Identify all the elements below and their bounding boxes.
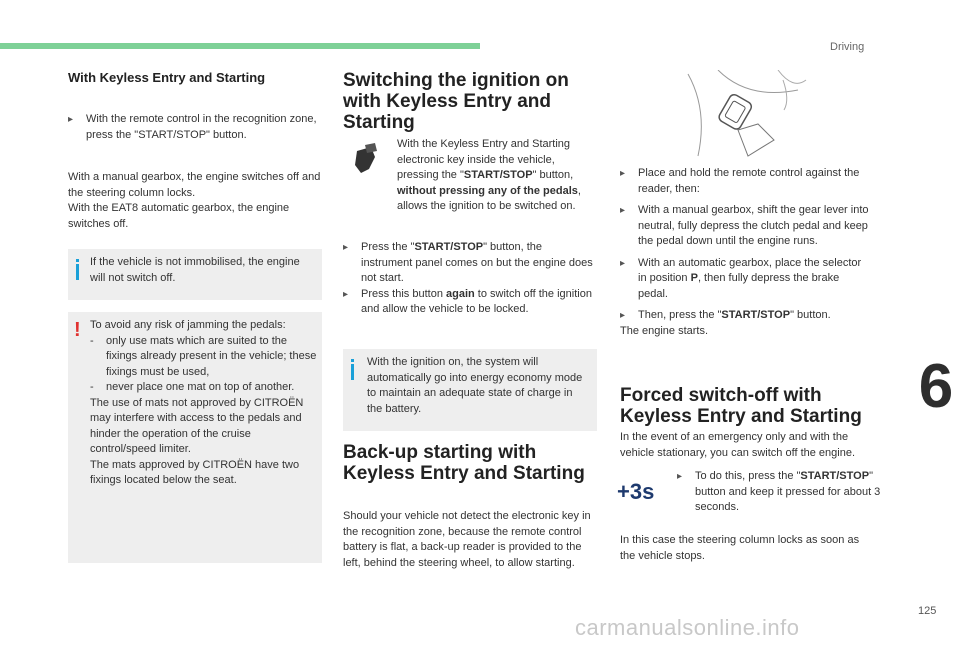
plus-3-seconds-icon: +3s (617, 479, 655, 504)
bullet-arrow-icon: ▸ (343, 242, 349, 253)
col3-engine-starts: The engine starts. (620, 324, 709, 337)
col1-info-note (68, 249, 322, 300)
warning-para-2: The mats approved by CITROËN have two fixings located below the seat. (90, 458, 300, 486)
col2-info-note (343, 349, 597, 431)
section-label: Driving (830, 41, 865, 53)
col1-para1: With a manual gearbox, the engine switches off and the steering column locks. (68, 171, 321, 199)
warning-dash-2: - never place one mat on top of another. (90, 381, 295, 393)
col2-title-2: Back-up starting with Keyless Entry and Starting (343, 442, 585, 484)
col2-para: Should your vehicle not detect the electronic key in the recognition zone, because the remote control battery is flat, a back-up reader is provided to the left, behind the steering wheel, to allow starting. (343, 510, 591, 569)
bullet-arrow-icon: ▸ (620, 168, 626, 179)
col2-intro: With the Keyless Entry and Starting electronic key inside the vehicle, pressing the "START/STOP" button, without pressing any of the pedals, allows the ignition to be switched on. (397, 138, 581, 212)
bullet-arrow-icon: ▸ (620, 257, 626, 269)
backup-reader-illustration (678, 70, 808, 158)
col1-para2: With the EAT8 automatic gearbox, the engine switches off. (68, 202, 290, 230)
accent-bar (0, 43, 480, 49)
warning-intro: To avoid any risk of jamming the pedals: (90, 319, 286, 331)
bullet-arrow-icon: ▸ (68, 114, 74, 125)
page-number: 125 (918, 605, 937, 617)
col1-warning-note (68, 312, 322, 563)
bullet-arrow-icon: ▸ (620, 310, 626, 321)
col3-bullet-1: ▸ Place and hold the remote control against the reader, then: (620, 167, 860, 195)
col2-bullet-1: ▸ Press the "START/STOP" button, the instrument panel comes on but the engine does not start. (343, 241, 593, 284)
col2-bullet-2: ▸ Press this button again to switch off the ignition and allow the vehicle to be locked. (343, 287, 592, 315)
col3-title: Forced switch-off with Keyless Entry and Starting (620, 385, 862, 427)
keyless-hand-icon (351, 143, 385, 177)
col3-bullet-3: ▸ With an automatic gearbox, place the selector in position P, then fully depress the brake pedal. (620, 256, 862, 300)
col3-para: In the event of an emergency only and with the vehicle stationary, you can switch off the engine. (620, 431, 856, 459)
col3-bullet-4: ▸ Then, press the "START/STOP" button. (620, 308, 872, 324)
col1-info-text: If the vehicle is not immobilised, the engine will not switch off. (90, 256, 300, 284)
col3-bullets (620, 166, 872, 339)
col3-bullet-5: ▸ To do this, press the "START/STOP" button and keep it pressed for about 3 seconds. (677, 470, 881, 513)
col2-bullets (343, 240, 593, 318)
chapter-number: 6 (912, 355, 960, 419)
watermark: carmanualsonline.info (575, 615, 800, 640)
bullet-arrow-icon: ▸ (620, 205, 626, 216)
col1-paragraphs (68, 170, 326, 232)
col3-end: In this case the steering column locks as soon as the vehicle stops. (620, 534, 860, 562)
warning-dash-1: - only use mats which are suited to the fixings already present in the vehicle; these fixings must be used, (90, 334, 317, 378)
col1-warning-body (90, 318, 318, 489)
warning-icon: ! (74, 319, 81, 341)
col2-title: Switching the ignition on with Keyless Entry and Starting (343, 70, 569, 133)
bullet-arrow-icon: ▸ (343, 288, 349, 300)
col1-bullet: ▸ With the remote control in the recognition zone, press the "START/STOP" button. (68, 113, 317, 141)
col1-title: With Keyless Entry and Starting (68, 70, 266, 85)
col3-bullet-2: ▸ With a manual gearbox, shift the gear lever into neutral, fully depress the clutch pedal and keep the pedal down until the engine runs. (620, 204, 869, 247)
bullet-arrow-icon: ▸ (677, 471, 683, 482)
warning-para-1: The use of mats not approved by CITROËN may interfere with access to the pedals and hinder the operation of the cruise control/speed limiter. (90, 396, 304, 455)
col2-info-text: With the ignition on, the system will automatically go into energy economy mode to maintain an adequate state of charge in the battery. (367, 356, 583, 415)
